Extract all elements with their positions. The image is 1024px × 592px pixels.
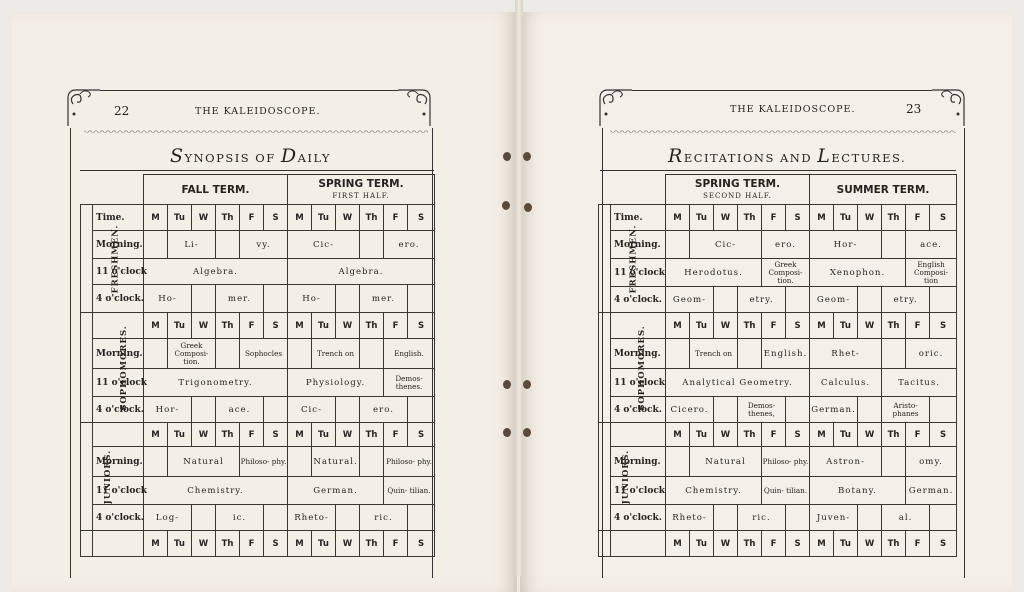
row-label-eleven: 11 o'clock bbox=[93, 259, 144, 285]
schedule-cell bbox=[336, 397, 360, 423]
spacer-cell bbox=[93, 531, 144, 557]
schedule-cell: Quin- tilian. bbox=[384, 477, 435, 505]
schedule-cell: Algebra. bbox=[144, 259, 288, 285]
row-label-eleven: 11 o'clock bbox=[93, 369, 144, 397]
day-header: F bbox=[384, 313, 408, 339]
page-number: 23 bbox=[906, 102, 922, 116]
day-header: S bbox=[930, 205, 957, 231]
day-header: F bbox=[762, 205, 786, 231]
day-header: Th bbox=[882, 313, 906, 339]
day-header: S bbox=[264, 531, 288, 557]
day-header: Th bbox=[738, 423, 762, 447]
schedule-cell: vy. bbox=[240, 231, 288, 259]
day-header: M bbox=[288, 423, 312, 447]
schedule-cell bbox=[714, 287, 738, 313]
schedule-cell: al. bbox=[882, 505, 930, 531]
day-header: Tu bbox=[168, 531, 192, 557]
schedule-cell: Cicero. bbox=[666, 397, 714, 423]
class-label-freshmen: FRESHMEN. bbox=[599, 205, 611, 313]
schedule-cell bbox=[666, 447, 690, 477]
day-header: W bbox=[336, 423, 360, 447]
day-header: Tu bbox=[690, 531, 714, 557]
schedule-cell: Greek Composi- tion. bbox=[168, 339, 216, 369]
schedule-cell: ace. bbox=[216, 397, 264, 423]
schedule-cell bbox=[144, 231, 168, 259]
schedule-cell: English. bbox=[762, 339, 810, 369]
schedule-cell bbox=[714, 505, 738, 531]
day-header: W bbox=[192, 313, 216, 339]
day-header: W bbox=[192, 531, 216, 557]
scallop-border bbox=[610, 130, 956, 136]
day-header: F bbox=[384, 531, 408, 557]
day-header: F bbox=[240, 423, 264, 447]
schedule-cell bbox=[930, 397, 957, 423]
stitch-hole bbox=[523, 152, 531, 161]
schedule-cell: Trench on bbox=[690, 339, 738, 369]
schedule-cell: Hor- bbox=[810, 231, 882, 259]
schedule-cell bbox=[786, 505, 810, 531]
day-header: W bbox=[336, 205, 360, 231]
schedule-cell: Geom- bbox=[666, 287, 714, 313]
schedule-cell bbox=[216, 231, 240, 259]
stitch-hole bbox=[503, 152, 511, 161]
day-header: M bbox=[810, 531, 834, 557]
schedule-cell: Tacitus. bbox=[882, 369, 957, 397]
day-header: Tu bbox=[168, 205, 192, 231]
schedule-cell: Log- bbox=[144, 505, 192, 531]
term-header-spring: SPRING TERM. SECOND HALF. bbox=[666, 175, 810, 205]
schedule-cell: ace. bbox=[906, 231, 957, 259]
schedule-cell bbox=[360, 447, 384, 477]
day-header: W bbox=[858, 531, 882, 557]
schedule-cell bbox=[360, 339, 384, 369]
spacer-cell bbox=[93, 423, 144, 447]
stitch-hole bbox=[502, 201, 510, 210]
day-header: S bbox=[264, 313, 288, 339]
day-header: M bbox=[144, 313, 168, 339]
day-header: W bbox=[858, 205, 882, 231]
schedule-cell bbox=[288, 447, 312, 477]
class-label-freshmen: FRESHMEN. bbox=[81, 205, 93, 313]
schedule-cell bbox=[264, 505, 288, 531]
spacer-cell bbox=[599, 531, 611, 557]
schedule-cell: Xenophon. bbox=[810, 259, 906, 287]
schedule-cell bbox=[336, 285, 360, 313]
schedule-cell bbox=[288, 339, 312, 369]
day-header: W bbox=[714, 423, 738, 447]
running-head: THE KALEIDOSCOPE. bbox=[195, 106, 321, 117]
stitch-hole bbox=[524, 203, 532, 212]
day-header: Th bbox=[360, 205, 384, 231]
schedule-cell: Physiology. bbox=[288, 369, 384, 397]
day-header: S bbox=[264, 205, 288, 231]
schedule-cell bbox=[930, 287, 957, 313]
schedule-cell bbox=[192, 505, 216, 531]
schedule-cell bbox=[144, 339, 168, 369]
day-header: M bbox=[666, 531, 690, 557]
schedule-cell: Ho- bbox=[144, 285, 192, 313]
schedule-cell: Rheto- bbox=[288, 505, 336, 531]
row-label-morning: Morning. bbox=[93, 231, 144, 259]
day-header: Th bbox=[216, 531, 240, 557]
schedule-cell: ero. bbox=[762, 231, 810, 259]
schedule-cell: Natural bbox=[168, 447, 240, 477]
row-header-time: Time. bbox=[611, 205, 666, 231]
day-header: M bbox=[144, 423, 168, 447]
class-label-sophomores: SOPHOMORES. bbox=[599, 313, 611, 423]
schedule-cell bbox=[738, 339, 762, 369]
schedule-cell: Sophocles bbox=[240, 339, 288, 369]
corner-cell bbox=[81, 175, 144, 205]
day-header: F bbox=[762, 531, 786, 557]
day-header: Tu bbox=[690, 423, 714, 447]
schedule-cell: Chemistry. bbox=[144, 477, 288, 505]
day-header: M bbox=[810, 313, 834, 339]
page-frame-rule bbox=[70, 128, 71, 578]
schedule-cell: Trench on bbox=[312, 339, 360, 369]
day-header: Tu bbox=[690, 205, 714, 231]
schedule-cell: etry. bbox=[738, 287, 786, 313]
row-label-morning: Morning. bbox=[93, 339, 144, 369]
term-header-fall: FALL TERM. bbox=[144, 175, 288, 205]
day-header: S bbox=[786, 531, 810, 557]
schedule-cell: Astron- bbox=[810, 447, 882, 477]
schedule-cell: Algebra. bbox=[288, 259, 435, 285]
schedule-cell: Herodotus. bbox=[666, 259, 762, 287]
spacer-cell bbox=[81, 531, 93, 557]
row-label-eleven: 11 o'clock bbox=[611, 477, 666, 505]
day-header: S bbox=[786, 423, 810, 447]
row-label-four: 4 o'clock. bbox=[611, 397, 666, 423]
schedule-cell: Rheto- bbox=[666, 505, 714, 531]
schedule-cell bbox=[264, 397, 288, 423]
day-header: W bbox=[858, 423, 882, 447]
row-label-four: 4 o'clock. bbox=[611, 287, 666, 313]
schedule-cell bbox=[858, 505, 882, 531]
day-header: M bbox=[288, 313, 312, 339]
schedule-cell: Philoso- phy. bbox=[762, 447, 810, 477]
day-header: F bbox=[384, 205, 408, 231]
schedule-cell: mer. bbox=[216, 285, 264, 313]
schedule-cell bbox=[666, 231, 690, 259]
schedule-cell: Juven- bbox=[810, 505, 858, 531]
header-rule bbox=[632, 90, 932, 91]
row-label-eleven: 11 o'clock bbox=[611, 259, 666, 287]
day-header: M bbox=[666, 205, 690, 231]
schedule-cell: Trigonometry. bbox=[144, 369, 288, 397]
day-header: Th bbox=[360, 313, 384, 339]
schedule-cell: oric. bbox=[906, 339, 957, 369]
day-header: Tu bbox=[834, 531, 858, 557]
row-label-four: 4 o'clock. bbox=[93, 285, 144, 313]
page-title: RECITATIONS AND LECTURES. bbox=[668, 145, 907, 167]
day-header: Tu bbox=[312, 313, 336, 339]
row-label-four: 4 o'clock. bbox=[611, 505, 666, 531]
schedule-cell: Natural bbox=[690, 447, 762, 477]
corner-ornament-icon bbox=[930, 86, 968, 128]
corner-cell bbox=[599, 175, 666, 205]
day-header: Th bbox=[216, 423, 240, 447]
schedule-cell bbox=[882, 231, 906, 259]
day-header: M bbox=[810, 205, 834, 231]
day-header: S bbox=[786, 205, 810, 231]
stitch-hole bbox=[523, 428, 531, 437]
schedule-cell: Cic- bbox=[690, 231, 762, 259]
row-label-morning: Morning. bbox=[93, 447, 144, 477]
row-header-time: Time. bbox=[93, 205, 144, 231]
schedule-cell bbox=[714, 397, 738, 423]
schedule-cell bbox=[408, 285, 435, 313]
schedule-cell: Geom- bbox=[810, 287, 858, 313]
page-frame-rule bbox=[964, 128, 965, 578]
day-header: S bbox=[264, 423, 288, 447]
schedule-cell bbox=[336, 505, 360, 531]
day-header: Th bbox=[882, 423, 906, 447]
page-number: 22 bbox=[114, 104, 130, 118]
spacer-cell bbox=[611, 531, 666, 557]
day-header: M bbox=[144, 531, 168, 557]
page-title: SYNOPSIS OF DAILY bbox=[170, 145, 331, 167]
corner-ornament-icon bbox=[396, 86, 434, 128]
schedule-cell: German. bbox=[906, 477, 957, 505]
schedule-cell: Greek Composi- tion. bbox=[762, 259, 810, 287]
schedule-cell bbox=[264, 285, 288, 313]
schedule-cell: Cic- bbox=[288, 397, 336, 423]
term-header-summer: SUMMER TERM. bbox=[810, 175, 957, 205]
day-header: S bbox=[408, 313, 435, 339]
schedule-cell: Li- bbox=[168, 231, 216, 259]
schedule-table-right bbox=[598, 174, 957, 557]
day-header: W bbox=[336, 313, 360, 339]
day-header: F bbox=[762, 423, 786, 447]
schedule-cell bbox=[216, 339, 240, 369]
schedule-cell bbox=[360, 231, 384, 259]
day-header: W bbox=[714, 531, 738, 557]
schedule-cell bbox=[786, 287, 810, 313]
day-header: Tu bbox=[168, 313, 192, 339]
corner-ornament-icon bbox=[596, 86, 634, 128]
schedule-cell: Demos- thenes. bbox=[384, 369, 435, 397]
schedule-cell: ero. bbox=[360, 397, 408, 423]
schedule-cell: Ho- bbox=[288, 285, 336, 313]
day-header: W bbox=[714, 313, 738, 339]
schedule-cell: Rhet- bbox=[810, 339, 882, 369]
day-header: M bbox=[666, 313, 690, 339]
day-header: F bbox=[906, 531, 930, 557]
schedule-cell: Cic- bbox=[288, 231, 360, 259]
corner-ornament-icon bbox=[64, 86, 102, 128]
schedule-cell: ero. bbox=[384, 231, 435, 259]
schedule-cell bbox=[144, 447, 168, 477]
day-header: F bbox=[906, 423, 930, 447]
schedule-cell bbox=[858, 287, 882, 313]
stitch-hole bbox=[503, 380, 511, 389]
day-header: F bbox=[240, 531, 264, 557]
day-header: Th bbox=[738, 531, 762, 557]
day-header: S bbox=[408, 531, 435, 557]
day-header: F bbox=[762, 313, 786, 339]
book-gutter bbox=[515, 0, 523, 576]
schedule-cell: ric. bbox=[738, 505, 786, 531]
row-label-eleven: 11 o'clock bbox=[611, 369, 666, 397]
schedule-cell bbox=[858, 397, 882, 423]
day-header: W bbox=[192, 205, 216, 231]
day-header: M bbox=[288, 205, 312, 231]
row-label-eleven: 11 o'clock bbox=[93, 477, 144, 505]
term-header-spring: SPRING TERM. FIRST HALF. bbox=[288, 175, 435, 205]
day-header: S bbox=[786, 313, 810, 339]
schedule-cell bbox=[192, 285, 216, 313]
scallop-border bbox=[84, 130, 428, 136]
row-label-morning: Morning. bbox=[611, 339, 666, 369]
day-header: Tu bbox=[312, 205, 336, 231]
day-header: S bbox=[930, 313, 957, 339]
stitch-hole bbox=[503, 428, 511, 437]
day-header: W bbox=[858, 313, 882, 339]
schedule-cell: Aristo- phanes bbox=[882, 397, 930, 423]
schedule-cell bbox=[930, 505, 957, 531]
day-header: Th bbox=[882, 205, 906, 231]
day-header: S bbox=[930, 423, 957, 447]
day-header: M bbox=[666, 423, 690, 447]
day-header: S bbox=[408, 423, 435, 447]
schedule-cell: English. bbox=[384, 339, 435, 369]
day-header: Tu bbox=[312, 531, 336, 557]
running-head: THE KALEIDOSCOPE. bbox=[730, 104, 856, 115]
schedule-cell bbox=[882, 447, 906, 477]
day-header: F bbox=[240, 205, 264, 231]
day-header: Tu bbox=[834, 313, 858, 339]
row-label-four: 4 o'clock. bbox=[93, 397, 144, 423]
day-header: Th bbox=[882, 531, 906, 557]
day-header: W bbox=[192, 423, 216, 447]
day-header: Tu bbox=[168, 423, 192, 447]
day-header: F bbox=[240, 313, 264, 339]
day-header: F bbox=[906, 313, 930, 339]
schedule-cell: ic. bbox=[216, 505, 264, 531]
schedule-cell: etry. bbox=[882, 287, 930, 313]
schedule-cell: mer. bbox=[360, 285, 408, 313]
schedule-cell: German. bbox=[288, 477, 384, 505]
schedule-cell: English Composi- tion bbox=[906, 259, 957, 287]
schedule-cell bbox=[882, 339, 906, 369]
day-header: M bbox=[810, 423, 834, 447]
row-label-morning: Morning. bbox=[611, 447, 666, 477]
schedule-cell: Demos- thenes, bbox=[738, 397, 786, 423]
day-header: W bbox=[336, 531, 360, 557]
schedule-cell bbox=[666, 339, 690, 369]
title-rule bbox=[80, 170, 434, 171]
row-label-morning: Morning. bbox=[611, 231, 666, 259]
day-header: Tu bbox=[690, 313, 714, 339]
schedule-cell: Botany. bbox=[810, 477, 906, 505]
day-header: M bbox=[288, 531, 312, 557]
schedule-table-left bbox=[80, 174, 435, 557]
day-header: W bbox=[714, 205, 738, 231]
schedule-cell: Calculus. bbox=[810, 369, 882, 397]
class-label-sophomores: SOPHOMORES. bbox=[81, 313, 93, 423]
schedule-cell: Quin- tilian. bbox=[762, 477, 810, 505]
day-header: Th bbox=[738, 205, 762, 231]
day-header: Th bbox=[360, 423, 384, 447]
class-label-juniors: JUNIORS. bbox=[599, 423, 611, 531]
day-header: Tu bbox=[312, 423, 336, 447]
schedule-cell: Hor- bbox=[144, 397, 192, 423]
day-header: Tu bbox=[834, 423, 858, 447]
day-header: Th bbox=[216, 205, 240, 231]
spacer-cell bbox=[611, 423, 666, 447]
schedule-cell: Chemistry. bbox=[666, 477, 762, 505]
title-rule bbox=[600, 170, 956, 171]
schedule-cell bbox=[408, 397, 435, 423]
day-header: F bbox=[906, 205, 930, 231]
schedule-cell: Analytical Geometry. bbox=[666, 369, 810, 397]
schedule-cell: Philoso- phy. bbox=[240, 447, 288, 477]
day-header: Th bbox=[738, 313, 762, 339]
day-header: S bbox=[408, 205, 435, 231]
day-header: Tu bbox=[834, 205, 858, 231]
schedule-cell: omy. bbox=[906, 447, 957, 477]
row-label-four: 4 o'clock. bbox=[93, 505, 144, 531]
day-header: S bbox=[930, 531, 957, 557]
class-label-juniors: JUNIORS. bbox=[81, 423, 93, 531]
day-header: M bbox=[144, 205, 168, 231]
header-rule bbox=[100, 90, 398, 91]
schedule-cell bbox=[192, 397, 216, 423]
day-header: Th bbox=[360, 531, 384, 557]
day-header: Th bbox=[216, 313, 240, 339]
day-header: F bbox=[384, 423, 408, 447]
schedule-cell: Philoso- phy. bbox=[384, 447, 435, 477]
schedule-cell bbox=[408, 505, 435, 531]
schedule-cell: German. bbox=[810, 397, 858, 423]
schedule-cell bbox=[786, 397, 810, 423]
schedule-cell: ric. bbox=[360, 505, 408, 531]
stitch-hole bbox=[523, 380, 531, 389]
schedule-cell: Natural. bbox=[312, 447, 360, 477]
